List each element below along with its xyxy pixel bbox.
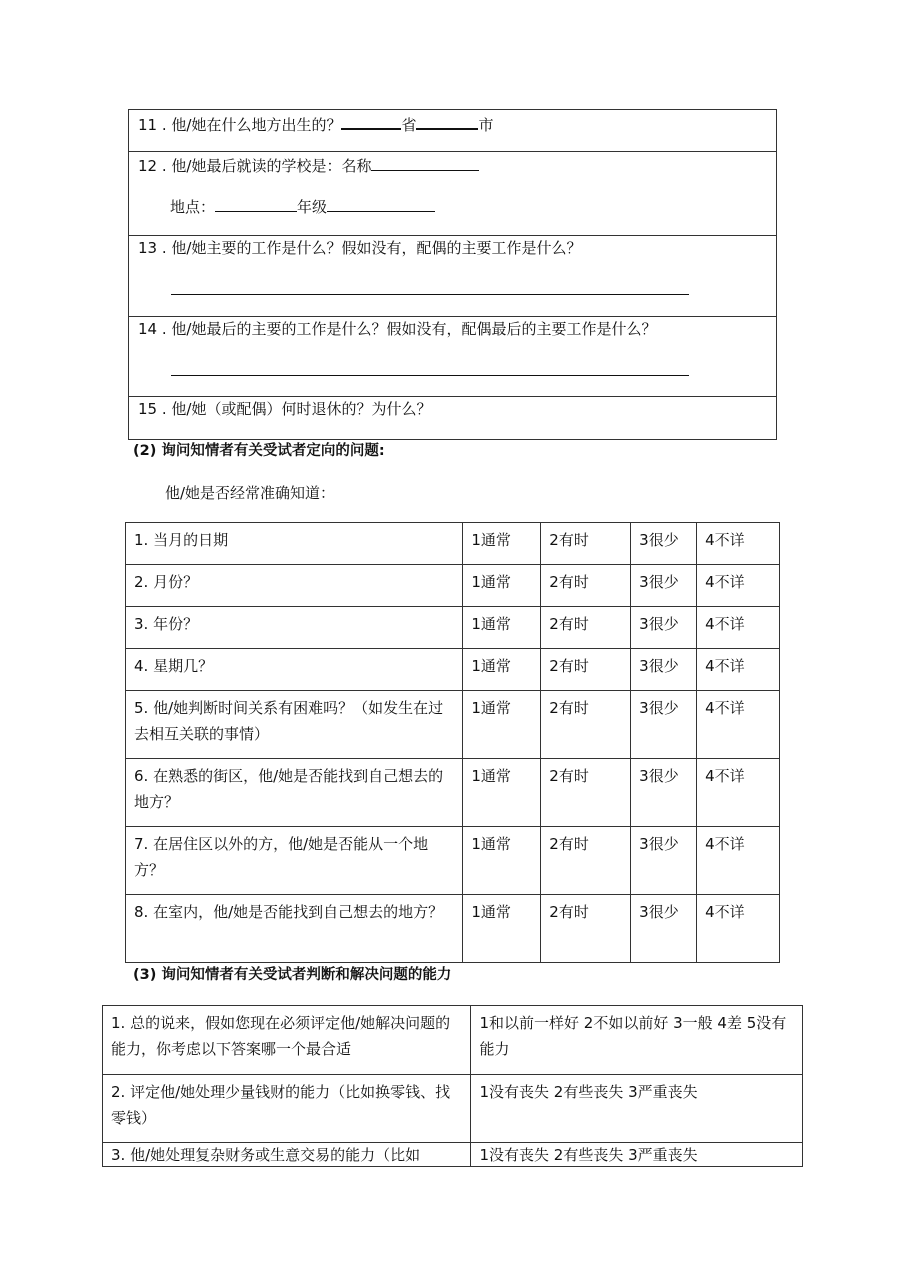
option-rarely[interactable]: 3很少 — [631, 759, 697, 827]
option-usually[interactable]: 1通常 — [463, 649, 541, 691]
option-sometimes[interactable]: 2有时 — [541, 565, 631, 607]
option-sometimes[interactable]: 2有时 — [541, 759, 631, 827]
option-rarely[interactable]: 3很少 — [631, 565, 697, 607]
option-unknown[interactable]: 4不详 — [697, 691, 780, 759]
table-row — [126, 895, 780, 963]
section2-heading: (2) 询问知情者有关受试者定向的问题: — [133, 443, 385, 459]
school-name-field[interactable] — [371, 156, 479, 171]
option-rarely[interactable]: 3很少 — [631, 523, 697, 565]
section2-intro: 他/她是否经常准确知道： — [165, 484, 336, 502]
q14-answer-line[interactable] — [171, 375, 689, 376]
option-rarely[interactable]: 3很少 — [631, 649, 697, 691]
option-unknown[interactable]: 4不详 — [697, 649, 780, 691]
option-usually[interactable]: 1通常 — [463, 607, 541, 649]
option-rarely[interactable]: 3很少 — [631, 691, 697, 759]
option-sometimes[interactable]: 2有时 — [541, 649, 631, 691]
table-row — [126, 649, 780, 691]
question-cell: 1. 总的说来，假如您现在必须评定他/她解决问题的能力，你考虑以下答案哪一个最合适 — [103, 1006, 471, 1075]
city-field[interactable] — [416, 114, 478, 130]
option-unknown[interactable]: 4不详 — [697, 827, 780, 895]
option-sometimes[interactable]: 2有时 — [541, 607, 631, 649]
judgment-table — [102, 1005, 803, 1167]
option-unknown[interactable]: 4不详 — [697, 607, 780, 649]
table-row — [103, 1143, 803, 1167]
table-row — [126, 827, 780, 895]
row-divider — [128, 396, 777, 397]
orientation-table — [125, 522, 780, 963]
option-unknown[interactable]: 4不详 — [697, 565, 780, 607]
table-row — [103, 1006, 803, 1075]
grade-field[interactable] — [327, 197, 435, 212]
option-sometimes[interactable]: 2有时 — [541, 827, 631, 895]
city-label: 市 — [478, 116, 494, 134]
question-cell: 2. 评定他/她处理少量钱财的能力（比如换零钱、找零钱） — [103, 1075, 471, 1143]
question-cell: 3. 年份？ — [126, 607, 463, 649]
question-cell: 2. 月份？ — [126, 565, 463, 607]
q12-row2 — [170, 197, 435, 217]
option-rarely[interactable]: 3很少 — [631, 895, 697, 963]
question-cell: 7. 在居住区以外的方，他/她是否能从一个地方？ — [126, 827, 463, 895]
option-rarely[interactable]: 3很少 — [631, 607, 697, 649]
table-row — [126, 759, 780, 827]
place-field[interactable] — [215, 197, 297, 212]
question-cell: 4. 星期几？ — [126, 649, 463, 691]
q13-text: 13 . 他/她主要的工作是什么？假如没有，配偶的主要工作是什么？ — [138, 239, 582, 257]
province-field[interactable] — [341, 114, 401, 130]
row-divider — [128, 235, 777, 236]
question-cell: 3. 他/她处理复杂财务或生意交易的能力（比如 — [103, 1143, 471, 1167]
table-row — [126, 691, 780, 759]
q12-text: 12 . 他/她最后就读的学校是：名称 — [138, 157, 372, 175]
q12-row — [138, 156, 479, 176]
question-cell: 8. 在室内，他/她是否能找到自己想去的地方？ — [126, 895, 463, 963]
option-sometimes[interactable]: 2有时 — [541, 691, 631, 759]
q14-text: 14 . 他/她最后的主要的工作是什么？假如没有，配偶最后的主要工作是什么？ — [138, 320, 657, 338]
place-label: 地点： — [170, 198, 216, 216]
answer-options[interactable]: 1没有丧失 2有些丧失 3严重丧失 — [471, 1075, 803, 1143]
option-unknown[interactable]: 4不详 — [697, 895, 780, 963]
q11-row — [138, 114, 493, 135]
option-sometimes[interactable]: 2有时 — [541, 895, 631, 963]
q15-text: 15 . 他/她（或配偶）何时退休的？为什么？ — [138, 400, 432, 418]
grade-label: 年级 — [297, 198, 328, 216]
section3-heading: (3) 询问知情者有关受试者判断和解决问题的能力 — [133, 967, 452, 983]
question-cell: 5. 他/她判断时间关系有困难吗？（如发生在过去相互关联的事情） — [126, 691, 463, 759]
option-sometimes[interactable]: 2有时 — [541, 523, 631, 565]
option-rarely[interactable]: 3很少 — [631, 827, 697, 895]
question-cell: 6. 在熟悉的街区，他/她是否能找到自己想去的地方？ — [126, 759, 463, 827]
q11-text: 11 . 他/她在什么地方出生的？ — [138, 116, 342, 134]
option-usually[interactable]: 1通常 — [463, 565, 541, 607]
question-cell: 1. 当月的日期 — [126, 523, 463, 565]
table-row — [126, 565, 780, 607]
option-usually[interactable]: 1通常 — [463, 827, 541, 895]
row-divider — [128, 151, 777, 152]
q13-answer-line[interactable] — [171, 294, 689, 295]
option-unknown[interactable]: 4不详 — [697, 759, 780, 827]
option-unknown[interactable]: 4不详 — [697, 523, 780, 565]
table-row — [126, 523, 780, 565]
option-usually[interactable]: 1通常 — [463, 691, 541, 759]
option-usually[interactable]: 1通常 — [463, 523, 541, 565]
option-usually[interactable]: 1通常 — [463, 759, 541, 827]
row-divider — [128, 316, 777, 317]
answer-options[interactable]: 1和以前一样好 2不如以前好 3一般 4差 5没有能力 — [471, 1006, 803, 1075]
table-row — [103, 1075, 803, 1143]
table-row — [126, 607, 780, 649]
province-label: 省 — [401, 116, 417, 134]
answer-options[interactable]: 1没有丧失 2有些丧失 3严重丧失 — [471, 1143, 803, 1167]
option-usually[interactable]: 1通常 — [463, 895, 541, 963]
